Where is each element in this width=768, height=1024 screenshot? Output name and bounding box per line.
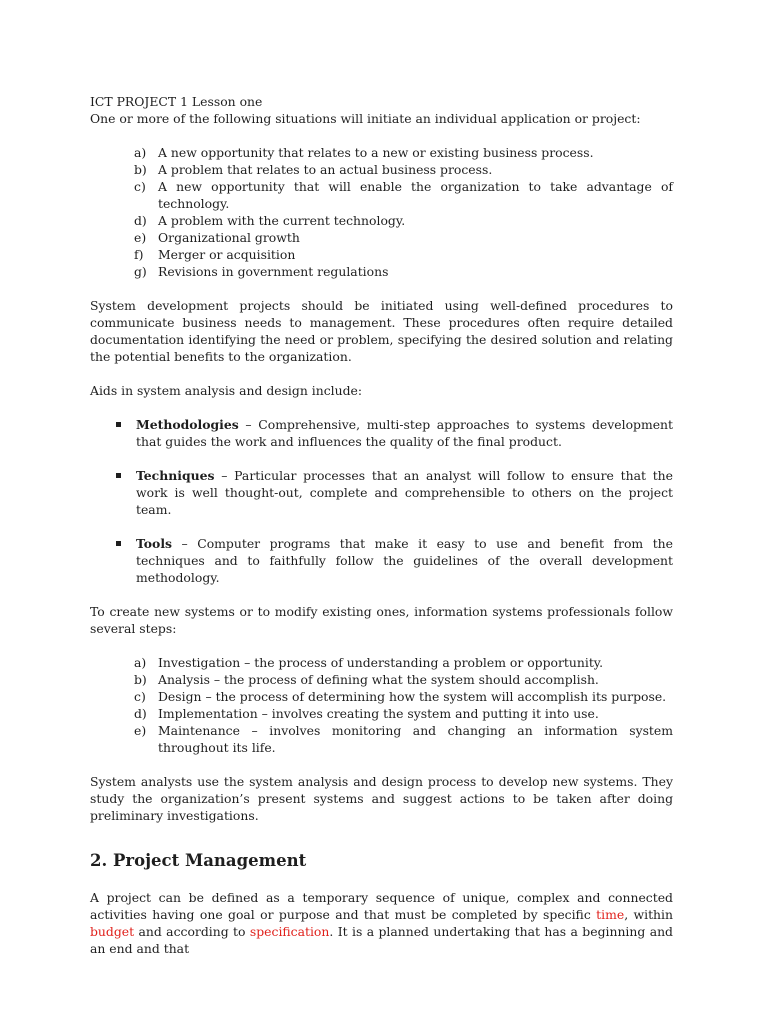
list-label: a) [134, 145, 147, 160]
list-item [134, 654, 673, 671]
list-label: b) [134, 672, 147, 687]
square-bullet-icon [116, 422, 121, 427]
list-item [134, 722, 673, 756]
list-label: e) [134, 723, 147, 738]
document-page [90, 93, 673, 957]
highlight-budget: budget [90, 924, 135, 939]
list-label: d) [134, 213, 147, 228]
document-title-line: ICT PROJECT 1 Lesson one [90, 94, 263, 109]
list-label: f) [134, 247, 144, 262]
pm-text: , within [624, 907, 673, 922]
analysts-paragraph: System analysts use the system analysis and design process to develop new systems. They study the organization’s present systems and suggest actions to be taken after doing preliminary investigations. [90, 774, 673, 823]
aids-intro: Aids in system analysis and design include: [90, 383, 363, 398]
aid-term: Tools [136, 536, 173, 551]
list-label: e) [134, 230, 147, 245]
list-text: Design – the process of determining how the system will accomplish its purpose. [158, 689, 667, 704]
aid-term: Techniques [136, 468, 215, 483]
list-text: A problem with the current technology. [158, 213, 406, 228]
list-item [134, 671, 673, 688]
steps-list [134, 654, 673, 756]
pm-text: . It is a planned undertaking that has a beginning and an end and that [90, 924, 673, 956]
list-text: Implementation – involves creating the system and putting it into use. [158, 706, 599, 721]
aid-description: – Computer programs that make it easy to use and benefit from the techniques and to faithfully follow the guidelines of the overall development methodology. [136, 536, 673, 585]
list-label: g) [134, 264, 147, 279]
intro-text: One or more of the following situations will initiate an individual application or project: [90, 111, 641, 126]
list-label: d) [134, 706, 147, 721]
list-item [134, 161, 673, 178]
list-item [134, 212, 673, 229]
procedures-paragraph: System development projects should be initiated using well-defined procedures to communicate business needs to management. These procedures often require detailed documentation identifying the need or problem, specifying the desired solution and relating the potential benefits to the organization. [90, 298, 673, 364]
project-management-paragraph [90, 889, 673, 957]
list-label: c) [134, 689, 146, 704]
list-item [134, 144, 673, 161]
square-bullet-icon [116, 473, 121, 478]
section-heading: 2. Project Management [90, 851, 307, 870]
list-text: Merger or acquisition [158, 247, 296, 262]
list-text: A new opportunity that relates to a new or existing business process. [158, 145, 594, 160]
list-item [134, 178, 673, 212]
list-item [134, 229, 673, 246]
list-label: b) [134, 162, 147, 177]
pm-text: and according to [134, 924, 250, 939]
steps-intro: To create new systems or to modify existing ones, information systems professionals follow several steps: [90, 604, 673, 636]
list-item [114, 416, 673, 450]
list-text: Revisions in government regulations [158, 264, 389, 279]
list-text: Analysis – the process of defining what the system should accomplish. [158, 672, 599, 687]
highlight-time: time [596, 907, 625, 922]
aid-description: – Comprehensive, multi-step approaches to systems development that guides the work and influences the quality of the final product. [136, 417, 673, 449]
list-item [114, 535, 673, 586]
list-item [114, 467, 673, 518]
list-label: c) [134, 179, 146, 194]
list-text: Investigation – the process of understanding a problem or opportunity. [158, 655, 604, 670]
list-label: a) [134, 655, 147, 670]
square-bullet-icon [116, 541, 121, 546]
situations-list [134, 144, 673, 280]
aid-description: – Particular processes that an analyst will follow to ensure that the work is well thought-out, complete and comprehensible to others on the project team. [136, 468, 673, 517]
list-text: Maintenance – involves monitoring and changing an information system throughout its life. [158, 723, 673, 755]
list-item [134, 688, 673, 705]
highlight-specification: specification [249, 924, 330, 939]
list-item [134, 263, 673, 280]
list-text: A new opportunity that will enable the organization to take advantage of technology. [158, 179, 673, 211]
pm-text: A project can be defined as a temporary sequence of unique, complex and connected activities having one goal or purpose and that must be completed by specific [90, 890, 673, 922]
list-text: A problem that relates to an actual business process. [158, 162, 493, 177]
aid-term: Methodologies [136, 417, 239, 432]
aids-list [114, 416, 673, 586]
list-item [134, 246, 673, 263]
list-text: Organizational growth [158, 230, 300, 245]
list-item [134, 705, 673, 722]
